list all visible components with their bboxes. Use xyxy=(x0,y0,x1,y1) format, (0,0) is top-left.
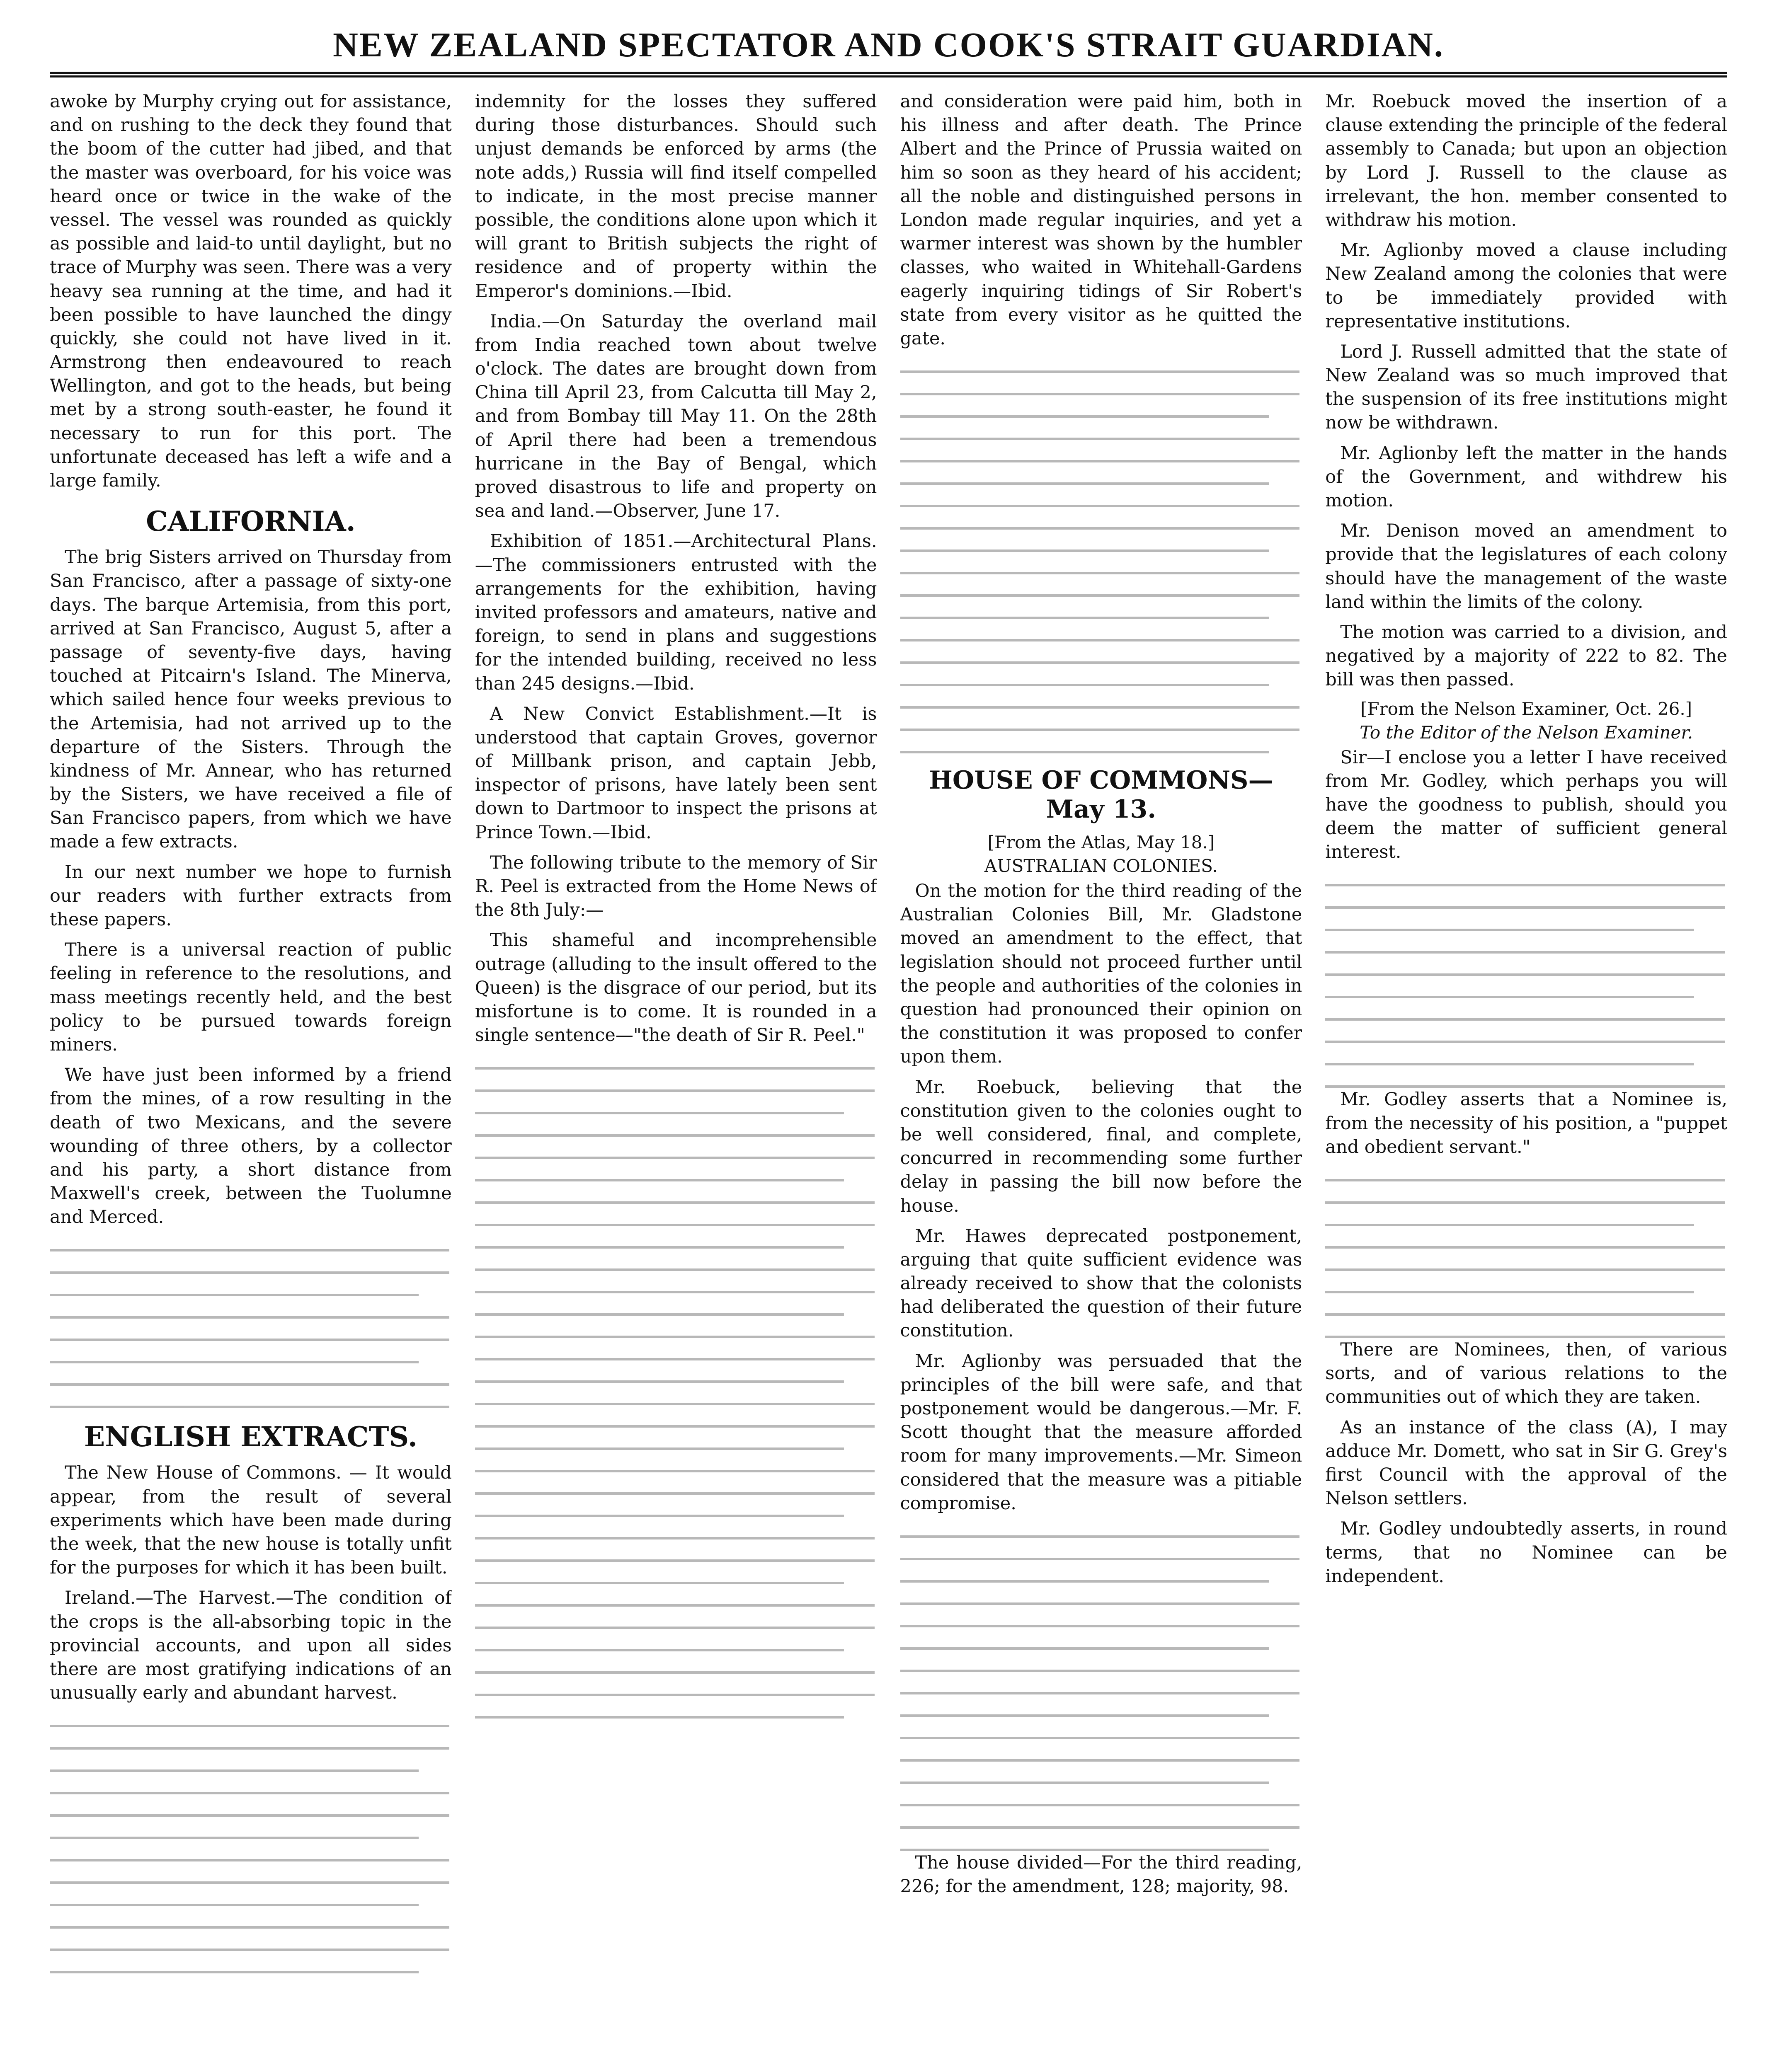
article-paragraph: Mr. Denison moved an amendment to provide that the legislatures of each colony should have the management of the waste land within the limits of the colony. xyxy=(1325,520,1727,612)
article-paragraph: India.—On Saturday the overland mail from India reached town about twelve o'clock. The dates are brought down from China till April 23, from Calcutta till May 2, and from Bombay till May 11. On the 28th of April there had been a tremendous hurricane in the Bay of Bengal, which proved disastrous to life and property on sea and land.—Observer, June 17. xyxy=(475,311,877,522)
column-1 xyxy=(50,90,452,2072)
article-paragraph: Mr. Aglionby was persuaded that the principles of the bill were safe, and that postponement would be dangerous.—Mr. F. Scott thought that the measure afforded room for many improvements.—Mr. Simeon considered that the measure was a pitiable compromise. xyxy=(900,1351,1302,1514)
section-heading-english-extracts: ENGLISH EXTRACTS. xyxy=(84,1421,417,1453)
article-paragraph: The brig Sisters arrived on Thursday from San Francisco, after a passage of sixty-one days. The barque Artemisia, from this port, arrived at San Francisco, August 5, after a passage of seventy-five days, having touched at Pitcairn's Island. The Minerva, which sailed hence four weeks previous to the Artemisia, had not arrived up to the departure of the Sisters. Through the kindness of Mr. Annear, who has returned by the Sisters, we have received a file of San Francisco papers, from which we have made a few extracts. xyxy=(50,547,452,852)
article-paragraph: indemnity for the losses they suffered during those disturbances. Should such unjust demands be enforced by arms (the note adds,) Russia will find itself compelled to indicate, in the most precise manner possible, the conditions alone upon which it will grant to British subjects the right of residence and of property within the Emperor's dominions.—Ibid. xyxy=(475,91,877,302)
article-paragraph: A New Convict Establishment.—It is understood that captain Groves, governor of Millbank prison, and captain Jebb, inspector of prisons, have lately been sent down to Dartmoor to inspect the prisons at Prince Town.—Ibid. xyxy=(475,703,877,843)
article-paragraph: We have just been informed by a friend from the mines, of a row resulting in the death of two Mexicans, and the severe wounding of three others, by a collector and his party, a short distance from Maxwell's creek, between the Tuolumne and Merced. xyxy=(50,1065,452,1228)
condensed-text xyxy=(1325,1179,1727,1338)
condensed-text xyxy=(50,1725,452,1973)
article-paragraph: and consideration were paid him, both in his illness and after death. The Prince Albert and the Prince of Prussia waited on him so soon as they heard of his accident; all the noble and distinguished persons in London made regular inquiries, and yet a warmer interest was shown by the humbler classes, who waited in Whitehall-Gardens eagerly inquiring tidings of Sir Robert's state from every visitor as he quitted the gate. xyxy=(900,91,1302,349)
column-4 xyxy=(1325,90,1727,2072)
article-paragraph: Mr. Godley undoubtedly asserts, in round terms, that no Nominee can be independent. xyxy=(1325,1518,1727,1587)
masthead-rule xyxy=(50,72,1727,77)
article-paragraph: Mr. Hawes deprecated postponement, arguing that quite sufficient evidence was already received to show that the colonists had deliberated the question of their future constitution. xyxy=(900,1225,1302,1341)
article-paragraph: Sir—I enclose you a letter I have received from Mr. Godley, which perhaps you will have the goodness to publish, should you deem the matter of sufficient general interest. xyxy=(1325,747,1727,863)
section-heading-california: CALIFORNIA. xyxy=(146,505,356,538)
article-columns xyxy=(50,90,1727,2072)
article-paragraph: There are Nominees, then, of various sorts, and of various relations to the communities out of which they are taken. xyxy=(1325,1339,1727,1408)
letter-address: To the Editor of the Nelson Examiner. xyxy=(1360,722,1693,743)
article-paragraph: Mr. Roebuck, believing that the constitution given to the colonies ought to be well considered, final, and complete, concurred in recommending some further delay in passing the bill now before the house. xyxy=(900,1077,1302,1216)
article-paragraph: Mr. Aglionby moved a clause including New Zealand among the colonies that were to be immediately provided with representative institutions. xyxy=(1325,240,1727,332)
subheading-australian-colonies: AUSTRALIAN COLONIES. xyxy=(984,856,1218,876)
article-paragraph: Ireland.—The Harvest.—The condition of the crops is the all-absorbing topic in the provincial accounts, and upon all sides there are most gratifying indications of an unusually early and abundant harvest. xyxy=(50,1588,452,1704)
article-paragraph: There is a universal reaction of public feeling in reference to the resolutions, and mass meetings recently held, and the best policy to be pursued towards foreign miners. xyxy=(50,939,452,1055)
source-line: [From the Nelson Examiner, Oct. 26.] xyxy=(1360,698,1692,719)
article-paragraph: This shameful and incomprehensible outrage (alluding to the insult offered to the Queen) is the disgrace of our period, but its misfortune is to come. It is rounded in a single sentence—"the death of Sir R. Peel." xyxy=(475,930,877,1046)
article-paragraph: The New House of Commons. — It would appear, from the result of several experiments which have been made during the week, that the new house is totally unfit for the purposes for which it has been built. xyxy=(50,1462,452,1578)
source-line: [From the Atlas, May 18.] xyxy=(987,832,1215,853)
article-paragraph: Mr. Godley asserts that a Nominee is, from the necessity of his position, a "puppet and obedient servant." xyxy=(1325,1089,1727,1157)
condensed-text xyxy=(50,1249,452,1408)
article-paragraph: In our next number we hope to furnish our readers with further extracts from these papers. xyxy=(50,862,452,930)
article-paragraph: The motion was carried to a division, and negatived by a majority of 222 to 82. The bill was then passed. xyxy=(1325,622,1727,690)
condensed-text xyxy=(900,370,1302,753)
condensed-text xyxy=(1325,884,1727,1088)
section-heading-house-of-commons: HOUSE OF COMMONS—May 13. xyxy=(929,766,1273,824)
article-paragraph: Mr. Aglionby left the matter in the hands of the Government, and withdrew his motion. xyxy=(1325,443,1727,511)
column-2 xyxy=(475,90,877,2072)
article-paragraph: Lord J. Russell admitted that the state of New Zealand was so much improved that the suspension of its free institutions might now be withdrawn. xyxy=(1325,341,1727,433)
column-3 xyxy=(900,90,1302,2072)
article-paragraph: The house divided—For the third reading, 226; for the amendment, 128; majority, 98. xyxy=(900,1852,1302,1897)
condensed-text xyxy=(900,1535,1302,1851)
article-paragraph: As an instance of the class (A), I may adduce Mr. Domett, who sat in Sir G. Grey's first Council with the approval of the Nelson settlers. xyxy=(1325,1417,1727,1509)
article-paragraph: Exhibition of 1851.—Architectural Plans.—The commissioners entrusted with the arrangements for the exhibition, having invited professors and amateurs, native and foreign, to send in plans and suggestions for the intended building, received no less than 245 designs.—Ibid. xyxy=(475,531,877,694)
article-paragraph: On the motion for the third reading of the Australian Colonies Bill, Mr. Gladstone moved an amendment to the effect, that legislation should not proceed further until the people and authorities of the colonies in question had pronounced their opinion on the constitution it was proposed to confer upon them. xyxy=(900,881,1302,1067)
masthead-title: NEW ZEALAND SPECTATOR AND COOK'S STRAIT GUARDIAN. xyxy=(333,26,1444,64)
article-paragraph: The following tribute to the memory of Sir R. Peel is extracted from the Home News of the 8th July:— xyxy=(475,852,877,921)
article-paragraph: awoke by Murphy crying out for assistance, and on rushing to the deck they found that the boom of the cutter had jibed, and that the master was overboard, for his voice was heard once or twice in the wake of the vessel. The vessel was rounded as quickly as possible and laid-to until daylight, but no trace of Murphy was seen. There was a very heavy sea running at the time, and had it been possible to have launched the dingy quickly, she could not have lived in it. Armstrong then endeavoured to reach Wellington, and got to the heads, but being met by a strong south-easter, he found it necessary to run for this port. The unfortunate deceased has left a wife and a large family. xyxy=(50,91,452,491)
article-paragraph: Mr. Roebuck moved the insertion of a clause extending the principle of the federal assembly to Canada; but upon an objection by Lord J. Russell to the clause as irrelevant, the hon. member consented to withdraw his motion. xyxy=(1325,91,1727,230)
condensed-text xyxy=(475,1067,877,1719)
